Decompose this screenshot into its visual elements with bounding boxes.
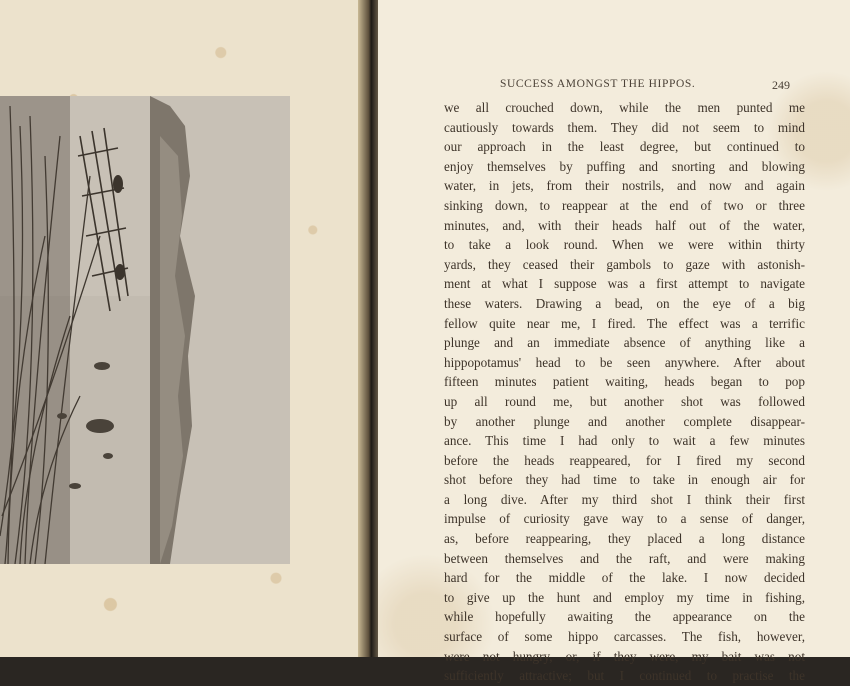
illustration-plate <box>0 96 290 564</box>
text-line: to take a look round. When we were within thirty <box>444 237 805 253</box>
running-head <box>500 78 790 93</box>
chapter-title: SUCCESS AMONGST THE HIPPOS. <box>500 78 696 90</box>
text-line: fellow quite near me, I fired. The effect was a terrific <box>444 315 805 331</box>
text-line: ment at what I suppose was a first attempt to navigate <box>444 276 805 292</box>
left-page <box>0 0 368 657</box>
text-line: we all crouched down, while the men punted me <box>444 100 805 115</box>
text-line: shot before they had time to take in enough air for <box>444 472 805 488</box>
text-line: to give up the hunt and employ my time in fishing, <box>444 589 805 605</box>
text-line: enjoy themselves by puffing and snorting and blowing <box>444 158 805 174</box>
text-line: were not hungry, or, if they were, my bait was not <box>444 648 805 664</box>
text-line: yards, they ceased their gambols to gaze with astonish- <box>444 256 805 272</box>
text-line: sinking down, to reappear at the end of two or three <box>444 197 805 213</box>
right-page <box>378 0 850 684</box>
text-line: before the heads reappeared, for I fired my second <box>444 452 805 468</box>
text-line: fifteen minutes patient waiting, heads began to pop <box>444 374 805 390</box>
text-line: while hopefully awaiting the appearance on the <box>444 609 805 625</box>
text-line: these waters. Drawing a bead, on the eye of a big <box>444 295 805 311</box>
text-line: surface of some hippo carcasses. The fish, however, <box>444 629 805 645</box>
text-line: up all round me, but another shot was followed <box>444 393 805 409</box>
text-line: hard for the middle of the lake. I now decided <box>444 570 805 586</box>
text-line: impulse of curiosity gave way to a sense of danger, <box>444 511 805 527</box>
text-line: hippopotamus' head to be seen anywhere. After about <box>444 354 805 370</box>
text-line: a long dive. After my third shot I think their first <box>444 491 805 507</box>
text-line: minutes, and, with their heads half out of the water, <box>444 217 805 233</box>
text-line: our approach in the least degree, but continued to <box>444 139 805 155</box>
body-text <box>444 98 805 686</box>
text-line: ance. This time I had only to wait a few minutes <box>444 433 805 449</box>
text-line: as, before reappearing, they placed a long distance <box>444 531 805 547</box>
text-line: water, in jets, from their nostrils, and now and again <box>444 178 805 194</box>
text-line: plunge and an immediate absence of anything like a <box>444 335 805 351</box>
text-line: by another plunge and another complete disappear- <box>444 413 805 429</box>
text-line: sufficiently attractive; but I continued to practise the <box>444 668 805 684</box>
lake-engraving <box>0 96 290 564</box>
text-line: cautiously towards them. They did not seem to mind <box>444 119 805 135</box>
page-number: 249 <box>772 78 790 92</box>
text-line: between themselves and the raft, and were making <box>444 550 805 566</box>
